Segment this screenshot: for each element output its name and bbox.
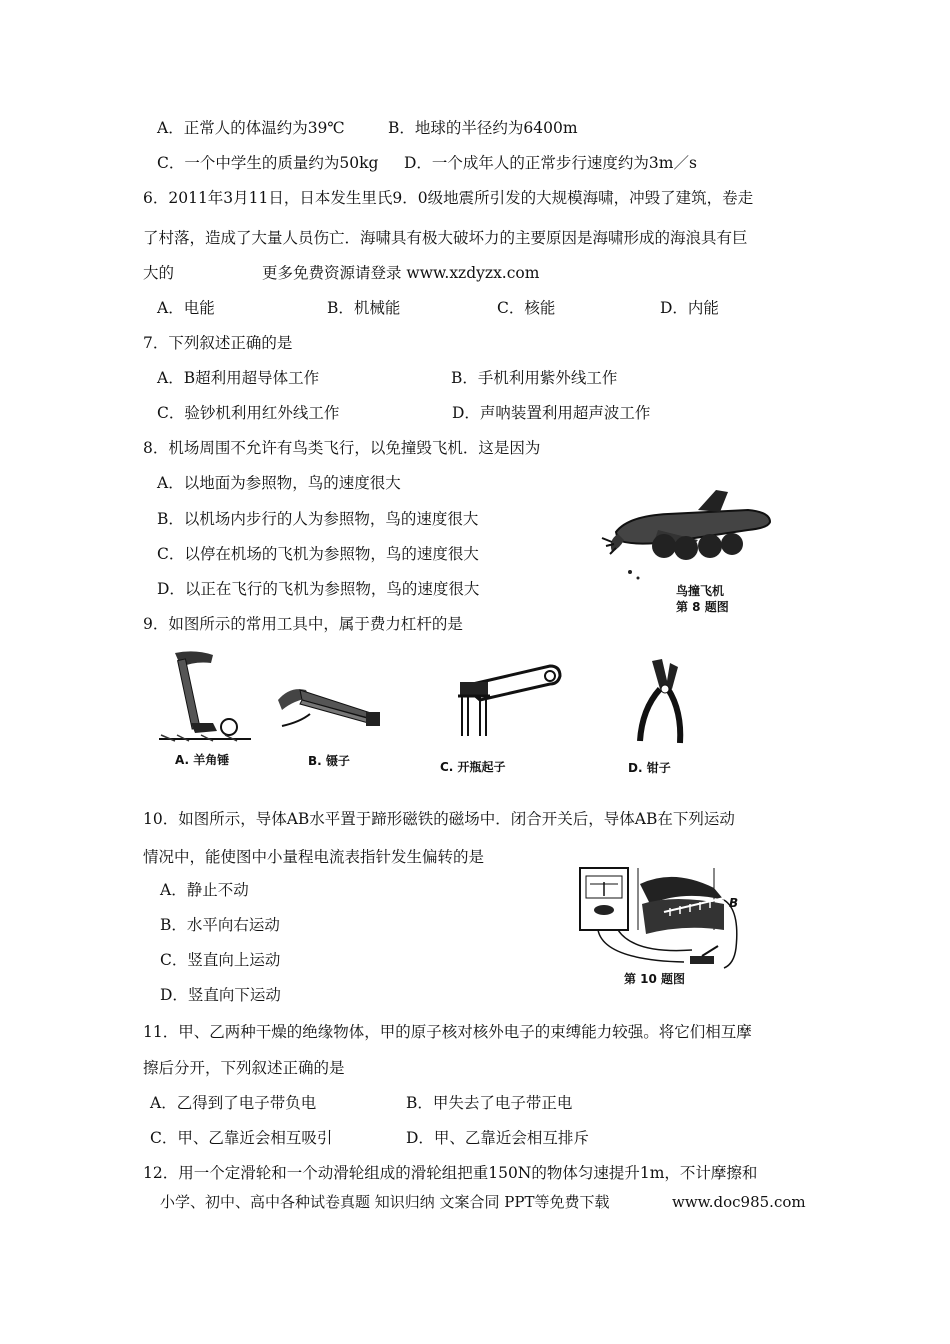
q10-figure-caption: 第 10 题图: [624, 972, 686, 986]
q5-option-a: A．正常人的体温约为39℃: [157, 119, 345, 137]
q5-option-c: C．一个中学生的质量约为50kg: [157, 154, 379, 172]
q11-stem-line2: 擦后分开，下列叙述正确的是: [143, 1059, 345, 1077]
q10-option-d: D．竖直向下运动: [160, 986, 281, 1004]
q8-option-a: A．以地面为参照物，鸟的速度很大: [157, 474, 401, 492]
q8-stem: 8．机场周围不允许有鸟类飞行，以免撞毁飞机．这是因为: [143, 439, 541, 457]
q11-option-a: A．乙得到了电子带负电: [150, 1094, 317, 1112]
claw-hammer-illustration: [155, 645, 255, 745]
pliers-illustration: [622, 655, 702, 745]
q9-figure-b: [270, 660, 390, 775]
q8-figure-caption-2: 第 8 题图: [676, 600, 729, 614]
q11-stem-line1: 11．甲、乙两种干燥的绝缘物体，甲的原子核对核外电子的束缚能力较强。将它们相互摩: [143, 1023, 752, 1041]
q9-figure-a: [155, 645, 265, 775]
q9-caption-a: A. 羊角锤: [175, 753, 230, 767]
tweezers-illustration: [270, 660, 385, 740]
q6-stem-line2: 了村落，造成了大量人员伤亡．海啸具有极大破坏力的主要原因是海啸形成的海浪具有巨: [143, 229, 748, 247]
q12-stem-line1: 12．用一个定滑轮和一个动滑轮组成的滑轮组把重150N的物体匀速提升1m，不计摩擦和: [143, 1164, 758, 1182]
q6-option-c: C．核能: [497, 299, 556, 317]
q6-ad-text: 更多免费资源请登录 www.xzdyzx.com: [262, 264, 540, 282]
q8-figure-caption-1: 鸟撞飞机: [676, 584, 725, 598]
q11-option-d: D．甲、乙靠近会相互排斥: [406, 1129, 589, 1147]
q7-option-b: B．手机利用紫外线工作: [451, 369, 618, 387]
q8-option-b: B．以机场内步行的人为参照物，鸟的速度很大: [157, 510, 479, 528]
q10-figure: [574, 864, 746, 988]
q7-option-d: D．声呐装置利用超声波工作: [452, 404, 651, 422]
q8-option-d: D．以正在飞行的飞机为参照物，鸟的速度很大: [157, 580, 480, 598]
q10-figure-label-b: B: [729, 896, 739, 910]
q6-option-d: D．内能: [660, 299, 719, 317]
footer-url[interactable]: www.doc985.com: [672, 1193, 806, 1211]
q7-stem: 7．下列叙述正确的是: [143, 334, 293, 352]
q9-caption-c: C. 开瓶起子: [440, 760, 506, 774]
q10-stem-line1: 10．如图所示，导体AB水平置于蹄形磁铁的磁场中．闭合开关后，导体AB在下列运动: [143, 810, 735, 828]
q8-figure: [598, 482, 780, 614]
footer-text: 小学、初中、高中各种试卷真题 知识归纳 文案合同 PPT等免费下载: [160, 1193, 610, 1211]
q6-stem-line3: 大的: [143, 264, 175, 282]
q9-caption-d: D. 钳子: [628, 761, 671, 775]
q6-stem-line1: 6．2011年3月11日，日本发生里氏9．0级地震所引发的大规模海啸，冲毁了建筑，卷走: [143, 189, 754, 207]
q10-stem-line2: 情况中，能使图中小量程电流表指针发生偏转的是: [143, 848, 485, 866]
q10-option-b: B．水平向右运动: [160, 916, 280, 934]
q10-option-a: A．静止不动: [160, 881, 249, 899]
q10-option-c: C．竖直向上运动: [160, 951, 281, 969]
bottle-opener-illustration: [440, 660, 565, 740]
q5-option-d: D．一个成年人的正常步行速度约为3m／s: [404, 154, 697, 172]
q9-figure-d: [622, 655, 702, 780]
q11-option-b: B．甲失去了电子带正电: [406, 1094, 573, 1112]
q9-figure-c: [440, 660, 570, 778]
q7-option-c: C．验钞机利用红外线工作: [157, 404, 340, 422]
q5-option-b: B．地球的半径约为6400m: [388, 119, 578, 137]
q9-caption-b: B. 镊子: [308, 754, 350, 768]
q6-option-a: A．电能: [157, 299, 215, 317]
q7-option-a: A．B超利用超导体工作: [157, 369, 320, 387]
q8-option-c: C．以停在机场的飞机为参照物，鸟的速度很大: [157, 545, 479, 563]
q9-stem: 9．如图所示的常用工具中，属于费力杠杆的是: [143, 615, 463, 633]
q6-option-b: B．机械能: [327, 299, 401, 317]
q11-option-c: C．甲、乙靠近会相互吸引: [150, 1129, 333, 1147]
